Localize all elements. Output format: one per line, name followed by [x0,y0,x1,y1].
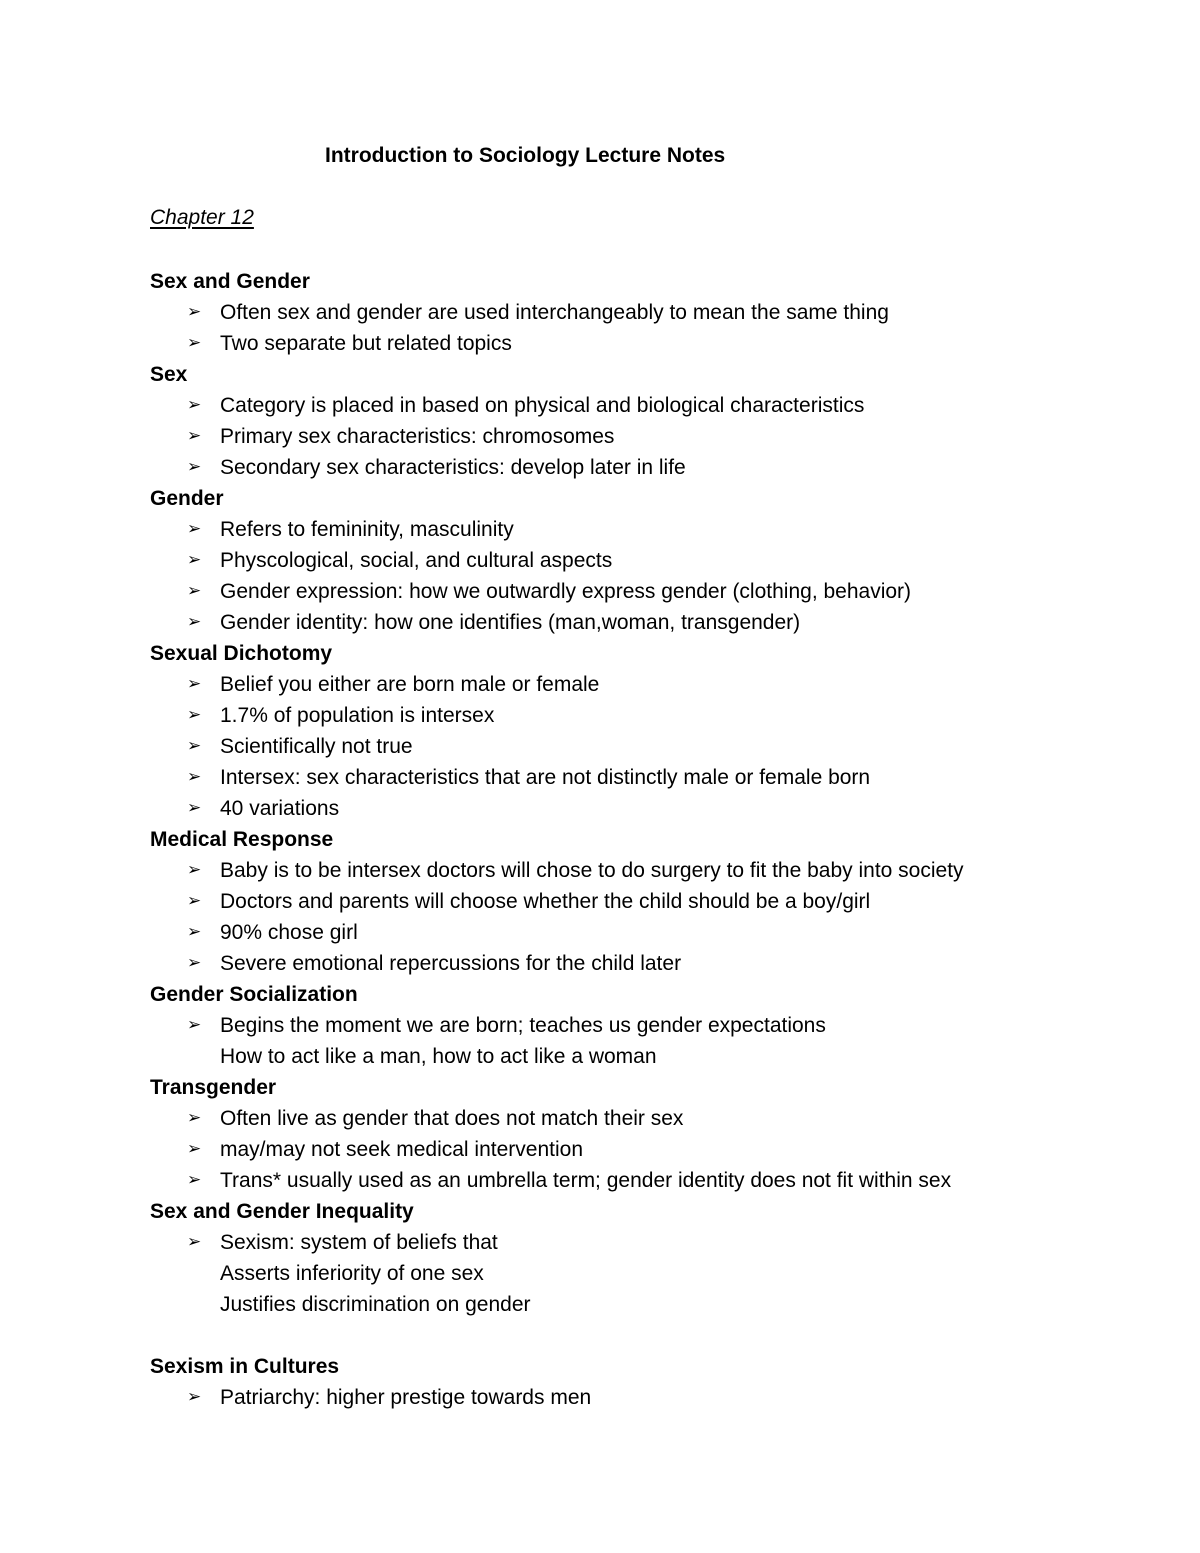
bullet-continuation-line: Justifies discrimination on gender [220,1293,531,1316]
section-heading: Sex and Gender [150,270,310,293]
arrow-bullet-icon: ➢ [187,798,202,818]
arrow-bullet-icon: ➢ [187,860,202,880]
bullet-item [150,731,1160,762]
arrow-bullet-icon: ➢ [187,519,202,539]
bullet-item [150,576,1160,607]
bullet-text: 90% chose girl [220,921,358,944]
bullet-text: Belief you either are born male or female [220,673,600,696]
bullet-item [150,1103,1160,1134]
bullet-text: 40 variations [220,797,340,820]
bullet-text: Intersex: sex characteristics that are not distinctly male or female born [220,766,871,789]
bullet-text: Physcological, social, and cultural aspects [220,549,613,572]
bullet-item [150,1227,1160,1258]
bullet-text: Often sex and gender are used interchangeably to mean the same thing [220,301,889,324]
bullet-continuation-line: Asserts inferiority of one sex [220,1262,484,1285]
bullet-item [150,669,1160,700]
arrow-bullet-icon: ➢ [187,581,202,601]
bullet-item [150,1165,1160,1196]
bullet-list [150,1227,1160,1320]
bullet-text: Category is placed in based on physical and biological characteristics [220,394,865,417]
section-heading: Gender Socialization [150,983,358,1006]
arrow-bullet-icon: ➢ [187,736,202,756]
bullet-text: may/may not seek medical intervention [220,1138,583,1161]
bullet-text: Gender expression: how we outwardly express gender (clothing, behavior) [220,580,912,603]
arrow-bullet-icon: ➢ [187,612,202,632]
bullet-list [150,1103,1160,1196]
section-heading: Transgender [150,1076,277,1099]
arrow-bullet-icon: ➢ [187,1139,202,1159]
bullet-text: Secondary sex characteristics: develop later in life [220,456,686,479]
arrow-bullet-icon: ➢ [187,1387,202,1407]
arrow-bullet-icon: ➢ [187,953,202,973]
bullet-item [150,1382,1160,1413]
section-heading: Gender [150,487,224,510]
bullet-text: Gender identity: how one identifies (man,woman, transgender) [220,611,801,634]
arrow-bullet-icon: ➢ [187,1232,202,1252]
bullet-text: Doctors and parents will choose whether the child should be a boy/girl [220,890,871,913]
bullet-item [150,1134,1160,1165]
section-heading: Medical Response [150,828,334,851]
arrow-bullet-icon: ➢ [187,302,202,322]
arrow-bullet-icon: ➢ [187,891,202,911]
bullet-text: Scientifically not true [220,735,413,758]
document-title: Introduction to Sociology Lecture Notes [325,144,726,167]
bullet-list [150,1010,1160,1072]
arrow-bullet-icon: ➢ [187,333,202,353]
arrow-bullet-icon: ➢ [187,1015,202,1035]
bullet-item [150,421,1160,452]
bullet-text: Refers to femininity, masculinity [220,518,514,541]
bullet-item [150,855,1160,886]
bullet-text: Sexism: system of beliefs that [220,1231,498,1254]
bullet-item [150,514,1160,545]
arrow-bullet-icon: ➢ [187,767,202,787]
bullet-text: 1.7% of population is intersex [220,704,495,727]
section-heading: Sex and Gender Inequality [150,1200,414,1223]
bullet-list [150,1382,1160,1413]
notes-sections [150,266,1160,1413]
bullet-item [150,328,1160,359]
bullet-item [150,390,1160,421]
bullet-item [150,700,1160,731]
section-heading: Sexism in Cultures [150,1355,340,1378]
bullet-item [150,762,1160,793]
bullet-text: Severe emotional repercussions for the child later [220,952,682,975]
chapter-label: Chapter 12 [150,206,254,229]
arrow-bullet-icon: ➢ [187,705,202,725]
bullet-text: Begins the moment we are born; teaches us gender expectations [220,1014,826,1037]
bullet-item [150,1010,1160,1041]
arrow-bullet-icon: ➢ [187,922,202,942]
bullet-item [150,886,1160,917]
bullet-item [150,793,1160,824]
bullet-continuation-line: How to act like a man, how to act like a woman [220,1045,657,1068]
bullet-list [150,669,1160,824]
bullet-list [150,855,1160,979]
bullet-list [150,297,1160,359]
arrow-bullet-icon: ➢ [187,457,202,477]
section-heading: Sexual Dichotomy [150,642,333,665]
section-heading: Sex [150,363,188,386]
bullet-text: Baby is to be intersex doctors will chose to do surgery to fit the baby into society [220,859,964,882]
bullet-item [150,452,1160,483]
arrow-bullet-icon: ➢ [187,674,202,694]
arrow-bullet-icon: ➢ [187,426,202,446]
bullet-text: Two separate but related topics [220,332,512,355]
bullet-item [150,917,1160,948]
bullet-text: Patriarchy: higher prestige towards men [220,1386,592,1409]
arrow-bullet-icon: ➢ [187,1170,202,1190]
bullet-item [150,607,1160,638]
bullet-text: Trans* usually used as an umbrella term; gender identity does not fit within sex [220,1169,952,1192]
bullet-text: Primary sex characteristics: chromosomes [220,425,615,448]
arrow-bullet-icon: ➢ [187,550,202,570]
bullet-text: Often live as gender that does not match their sex [220,1107,684,1130]
bullet-item [150,948,1160,979]
bullet-list [150,514,1160,638]
bullet-list [150,390,1160,483]
bullet-item [150,297,1160,328]
arrow-bullet-icon: ➢ [187,1108,202,1128]
bullet-item [150,545,1160,576]
arrow-bullet-icon: ➢ [187,395,202,415]
